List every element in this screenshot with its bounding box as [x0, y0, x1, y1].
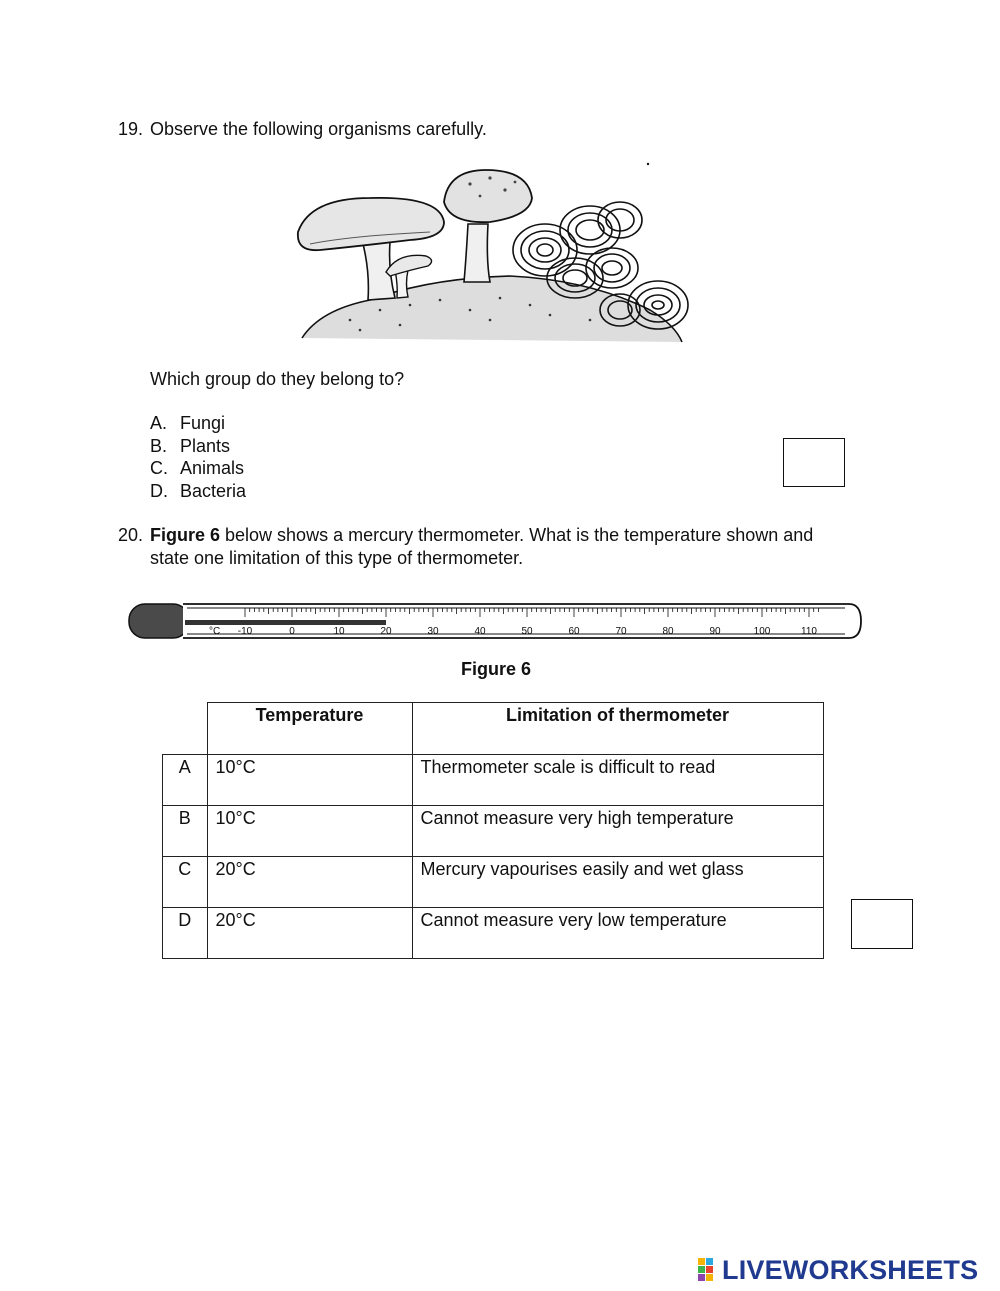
mercury-column — [185, 620, 386, 625]
q20-line1-text: below shows a mercury thermometer. What is the temperature shown and — [220, 525, 814, 545]
q19-option-b: B. Plants — [150, 435, 231, 456]
q19-prompt-line — [118, 118, 487, 140]
logo-text: LIVEWORKSHEETS — [722, 1255, 979, 1285]
scale-label: 20 — [380, 626, 392, 637]
q19-question: Which group do they belong to? — [150, 369, 405, 389]
scale-label: 90 — [709, 626, 721, 637]
scale-label: 70 — [615, 626, 627, 637]
row-limitation: Thermometer scale is difficult to read — [420, 757, 716, 777]
row-letter: B — [163, 806, 208, 857]
scale-label: 80 — [662, 626, 674, 637]
row-temp: 10°C — [215, 808, 256, 828]
thermometer-bulb — [129, 604, 189, 638]
q19-number: 19. — [118, 119, 144, 139]
q19-answer-box[interactable] — [783, 438, 845, 487]
scale-label: 40 — [474, 626, 486, 637]
table-row — [163, 908, 824, 959]
row-temp: 10°C — [215, 757, 256, 777]
q20-figure-ref: Figure 6 — [150, 525, 221, 545]
liveworksheets-logo — [698, 1255, 978, 1286]
scale-label: 110 — [801, 626, 817, 637]
q20-options-table — [162, 702, 824, 959]
q20-number: 20. — [118, 525, 144, 545]
logo-icon — [698, 1258, 722, 1284]
row-temp: 20°C — [215, 910, 256, 930]
row-letter: A — [163, 755, 208, 806]
header-temperature: Temperature — [207, 703, 412, 755]
scale-label: 0 — [289, 626, 295, 637]
table-row — [163, 857, 824, 908]
row-letter: D — [163, 908, 208, 959]
q19-options — [150, 412, 246, 502]
table-header-row — [163, 703, 824, 755]
scale-label: -10 — [237, 626, 253, 637]
q20-line1 — [118, 524, 813, 546]
row-letter: C — [163, 857, 208, 908]
figure-caption: Figure 6 — [461, 659, 532, 679]
scale-label: 30 — [427, 626, 439, 637]
thermometer-unit: °C — [209, 626, 221, 637]
row-limitation: Cannot measure very high temperature — [420, 808, 734, 828]
q19-option-a: A. Fungi — [150, 413, 226, 433]
table-row — [163, 755, 824, 806]
header-limitation: Limitation of thermometer — [412, 703, 823, 755]
q19-prompt: Observe the following organisms carefully. — [150, 119, 487, 139]
fungi-illustration — [290, 160, 700, 346]
row-limitation: Mercury vapourises easily and wet glass — [420, 859, 744, 879]
q20-answer-box[interactable] — [851, 899, 913, 949]
row-limitation: Cannot measure very low temperature — [420, 910, 727, 930]
scale-label: 10 — [333, 626, 345, 637]
row-temp: 20°C — [215, 859, 256, 879]
scale-label: 100 — [753, 626, 771, 637]
q19-option-d: D. Bacteria — [150, 480, 247, 501]
table-row — [163, 806, 824, 857]
q19-option-c: C. Animals — [150, 458, 245, 479]
thermometer — [125, 598, 865, 652]
scale-label: 60 — [568, 626, 580, 637]
q20-line2: state one limitation of this type of thermometer. — [150, 548, 524, 568]
scale-label: 50 — [521, 626, 533, 637]
